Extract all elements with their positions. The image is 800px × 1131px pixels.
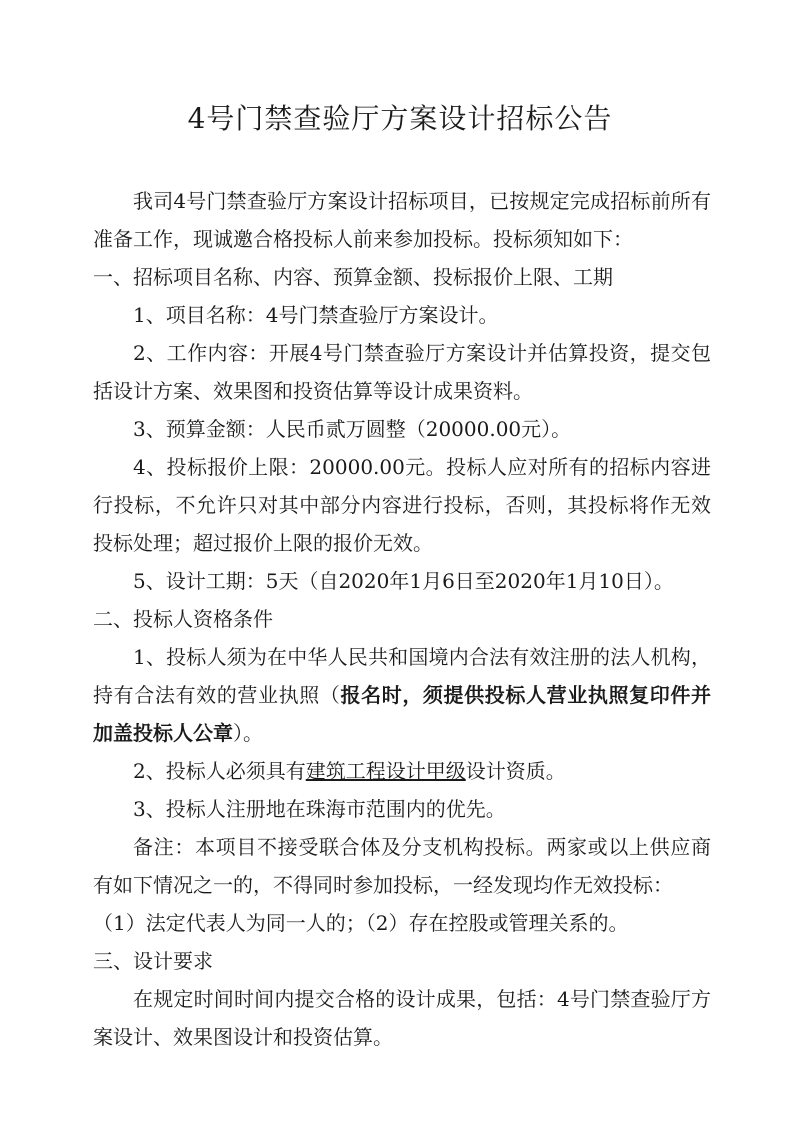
item-project-name: 1、项目名称：4号门禁查验厅方案设计。 <box>133 303 499 327</box>
section-heading-1: 一、招标项目名称、内容、预算金额、投标报价上限、工期 <box>93 265 613 289</box>
document-body <box>93 182 711 1056</box>
item-budget: 3、预算金额：人民币贰万圆整（20000.00元）。 <box>133 417 572 441</box>
item-bid-cap: 4、投标报价上限：20000.00元。投标人应对所有的招标内容进行投标，不允许只对其中部分内容进行投标，否则，其投标将作无效投标处理；超过报价上限的报价无效。 <box>93 455 711 555</box>
qualification-1-text: 1、投标人须为在中华人民共和国境内合法有效注册的法人机构，持有合法有效的营业执照（ <box>93 645 711 707</box>
qualification-3: 3、投标人注册地在珠海市范围内的优先。 <box>133 797 506 821</box>
section-heading-3: 三、设计要求 <box>93 949 213 973</box>
qualification-2 <box>93 752 711 790</box>
section-heading-2: 二、投标人资格条件 <box>93 607 273 631</box>
qualification-2-end: 设计资质。 <box>465 759 566 783</box>
qualification-1-bold: 报名时，须提供投标人营业执照复印件并加盖投标人公章 <box>93 683 712 745</box>
intro-paragraph: 我司4号门禁查验厅方案设计招标项目，已按规定完成招标前所有准备工作，现诚邀合格投标人前来参加投标。投标须知如下： <box>93 189 711 251</box>
document-title: 4号门禁查验厅方案设计招标公告 <box>187 102 613 135</box>
design-requirements: 在规定时间时间内提交合格的设计成果，包括：4号门禁查验厅方案设计、效果图设计和投资估算。 <box>93 987 711 1049</box>
qualification-2-underlined: 建筑工程设计甲级 <box>305 759 466 783</box>
item-schedule: 5、设计工期：5天（自2020年1月6日至2020年1月10日）。 <box>133 569 674 593</box>
qualification-1-end: ）。 <box>233 721 263 745</box>
note-paragraph: 备注：本项目不接受联合体及分支机构投标。两家或以上供应商有如下情况之一的，不得同时参加投标，一经发现均作无效投标： <box>93 835 711 897</box>
qualification-1 <box>93 638 711 752</box>
note-conditions: （1）法定代表人为同一人的；（2）存在控股或管理关系的。 <box>93 911 629 935</box>
qualification-2-text: 2、投标人必须具有 <box>133 759 306 783</box>
item-work-content: 2、工作内容：开展4号门禁查验厅方案设计并估算投资，提交包括设计方案、效果图和投资估算等设计成果资料。 <box>93 341 711 403</box>
